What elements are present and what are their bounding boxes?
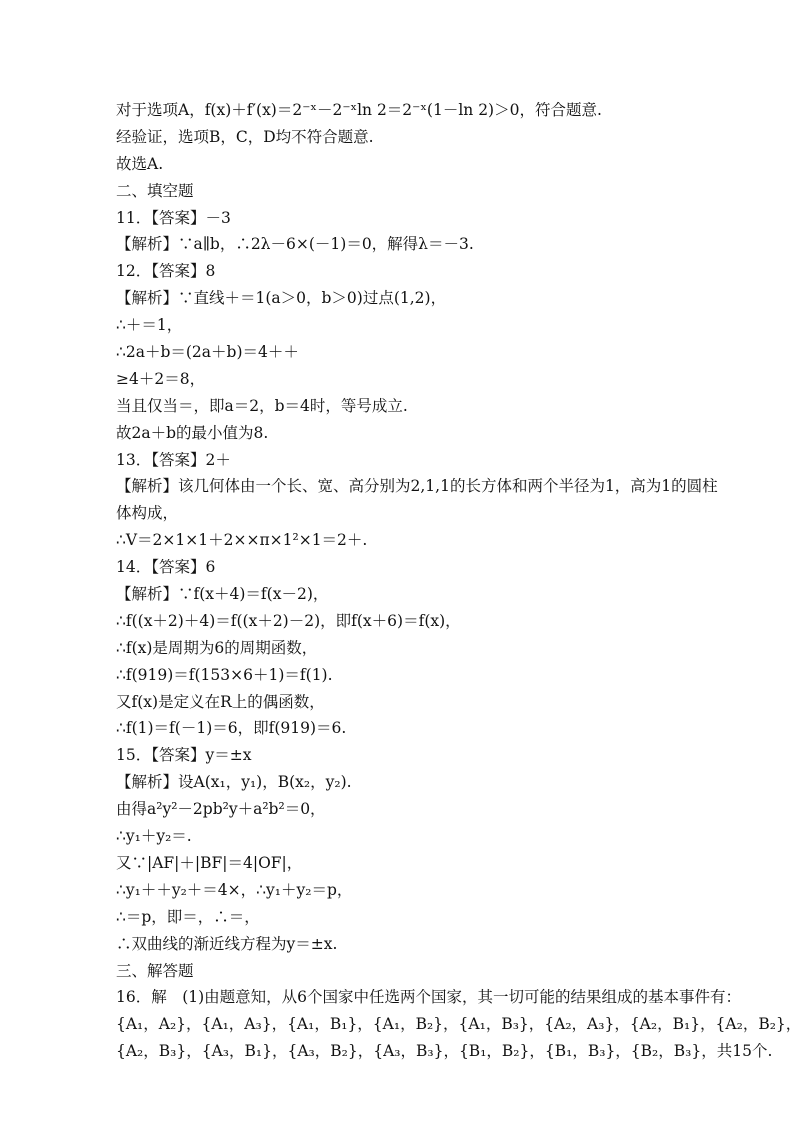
section-heading: 三、解答题 xyxy=(116,961,194,980)
text-line: ∴双曲线的渐近线方程为y＝±x. xyxy=(116,934,338,953)
text-line: ≥4＋2＝8， xyxy=(116,369,206,388)
analysis-line: 【解析】∵f(x＋4)＝f(x－2)， xyxy=(116,585,329,604)
answer-line: 11．【答案】－3 xyxy=(116,208,231,227)
text-line: {A₂，B₃}，{A₃，B₁}，{A₃，B₂}，{A₃，B₃}，{B₁，B₂}，{B₁，B₃}，{B₂，B₃}，共15个. xyxy=(116,1042,773,1061)
answer-line: 13．【答案】2＋ xyxy=(116,450,231,469)
text-line: 体构成， xyxy=(116,504,179,523)
text-line: 对于选项A，f(x)＋f′(x)＝2⁻ˣ－2⁻ˣln 2＝2⁻ˣ(1－ln 2)＞0，符合题意. xyxy=(116,101,602,119)
text-line: 由得a²y²－2pb²y＋a²b²＝0， xyxy=(116,800,326,819)
answer-line: 12．【答案】8 xyxy=(116,262,216,281)
text-line: 故2a＋b的最小值为8. xyxy=(116,423,269,442)
text-line: ∴＝p，即＝，∴＝， xyxy=(116,907,260,926)
text-line: {A₁，A₂}，{A₁，A₃}，{A₁，B₁}，{A₁，B₂}，{A₁，B₃}，{A₂，A₃}，{A₂，B₁}，{A₂，B₂}， xyxy=(116,1015,801,1034)
text-line: ∴＋＝1， xyxy=(116,316,183,335)
text-line: ∴2a＋b＝(2a＋b)＝4＋＋ xyxy=(116,343,299,362)
text-line: ∴y₁＋＋y₂＋＝4×，∴y₁＋y₂＝p， xyxy=(116,880,353,899)
answer-line: 15．【答案】y＝±x xyxy=(116,746,252,765)
solution-line: 16．解 (1)由题意知，从6个国家中任选两个国家，其一切可能的结果组成的基本事件有： xyxy=(116,988,742,1007)
text-line: ∴y₁＋y₂＝. xyxy=(116,827,192,846)
text-line: 故选A. xyxy=(116,154,164,173)
text-line: 又∵|AF|＋|BF|＝4|OF|， xyxy=(116,853,303,872)
text-line: 当且仅当＝，即a＝2，b＝4时，等号成立. xyxy=(116,396,408,415)
section-heading: 二、填空题 xyxy=(116,181,194,200)
analysis-line: 【解析】该几何体由一个长、宽、高分别为2,1,1的长方体和两个半径为1，高为1的圆柱 xyxy=(116,477,718,496)
document-body xyxy=(116,97,801,1065)
text-line: 经验证，选项B，C，D均不符合题意. xyxy=(116,127,374,146)
text-line: ∴f((x＋2)＋4)＝f((x＋2)－2)，即f(x＋6)＝f(x)， xyxy=(116,611,461,630)
text-line: ∴V＝2×1×1＋2××π×1²×1＝2＋. xyxy=(116,531,368,550)
text-line: ∴f(1)＝f(－1)＝6，即f(919)＝6. xyxy=(116,719,347,738)
answer-line: 14．【答案】6 xyxy=(116,558,216,577)
text-line: ∴f(919)＝f(153×6＋1)＝f(1). xyxy=(116,665,333,684)
analysis-line: 【解析】设A(x₁，y₁)，B(x₂，y₂). xyxy=(116,773,352,792)
analysis-line: 【解析】∵a∥b，∴2λ－6×(－1)＝0，解得λ＝－3. xyxy=(116,235,474,254)
text-line: ∴f(x)是周期为6的周期函数， xyxy=(116,638,318,657)
analysis-line: 【解析】∵直线＋＝1(a＞0，b＞0)过点(1,2)， xyxy=(116,289,447,308)
text-line: 又f(x)是定义在R上的偶函数， xyxy=(116,692,325,711)
